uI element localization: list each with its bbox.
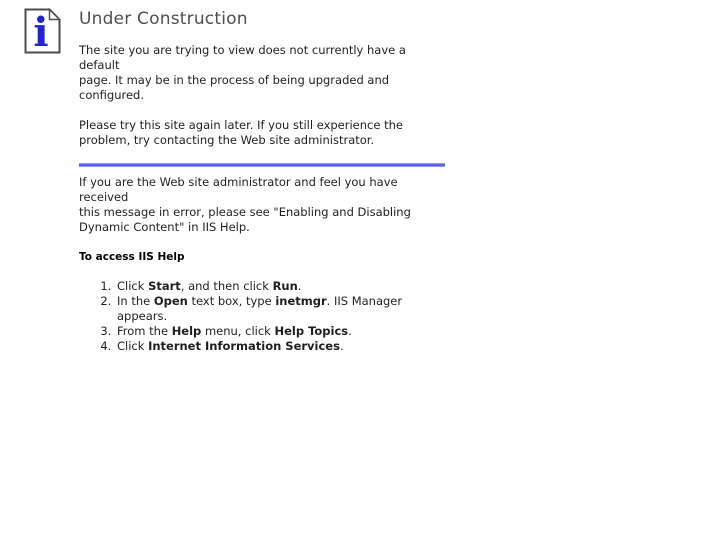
content-wrap bbox=[24, 8, 445, 354]
horizontal-divider bbox=[79, 163, 445, 167]
step-text: From the bbox=[117, 324, 172, 338]
step-term: Help Topics bbox=[274, 324, 349, 338]
paragraph-try-later bbox=[79, 118, 445, 148]
step-term: Help bbox=[171, 324, 202, 338]
paragraph-line: problem, try contacting the Web site administrator. bbox=[79, 133, 375, 147]
paragraph-line: configured. bbox=[79, 88, 144, 102]
page-title: Under Construction bbox=[79, 9, 248, 29]
step-term: Internet Information Services bbox=[148, 339, 340, 353]
step-text: Click bbox=[117, 279, 149, 293]
step-text: text box, type bbox=[187, 294, 276, 308]
step-term: Run bbox=[272, 279, 298, 293]
step-text: appears. bbox=[117, 309, 168, 323]
paragraph-administrator bbox=[79, 175, 445, 235]
svg-text:i: i bbox=[33, 9, 49, 54]
step-text: . bbox=[339, 339, 344, 353]
paragraph-line: The site you are trying to view does not currently have a default bbox=[79, 43, 406, 72]
paragraph-line: Please try this site again later. If you still experience the bbox=[79, 118, 403, 132]
step-term: Open bbox=[153, 294, 188, 308]
step-text: , and then click bbox=[180, 279, 273, 293]
step-text: . IIS Manager bbox=[326, 294, 403, 308]
step-item bbox=[115, 324, 445, 339]
paragraph-line: Dynamic Content" in IIS Help. bbox=[79, 220, 250, 234]
step-text: Click bbox=[117, 339, 149, 353]
info-document-icon bbox=[24, 8, 61, 58]
step-item bbox=[115, 294, 445, 324]
step-item bbox=[115, 339, 445, 354]
step-text: In the bbox=[117, 294, 154, 308]
iis-help-steps-list bbox=[79, 279, 445, 354]
paragraph-default-page bbox=[79, 43, 445, 103]
step-term: inetmgr bbox=[275, 294, 327, 308]
step-text: . bbox=[348, 324, 352, 338]
paragraph-line: page. It may be in the process of being upgraded and bbox=[79, 73, 390, 87]
help-heading: To access IIS Help bbox=[79, 251, 185, 263]
paragraph-line: If you are the Web site administrator and feel you have received bbox=[79, 175, 398, 204]
paragraph-line: this message in error, please see "Enabling and Disabling bbox=[79, 205, 411, 219]
text-column bbox=[79, 8, 445, 354]
step-text: menu, click bbox=[201, 324, 275, 338]
step-term: Start bbox=[148, 279, 181, 293]
step-text: . bbox=[297, 279, 302, 293]
step-item bbox=[115, 279, 445, 294]
